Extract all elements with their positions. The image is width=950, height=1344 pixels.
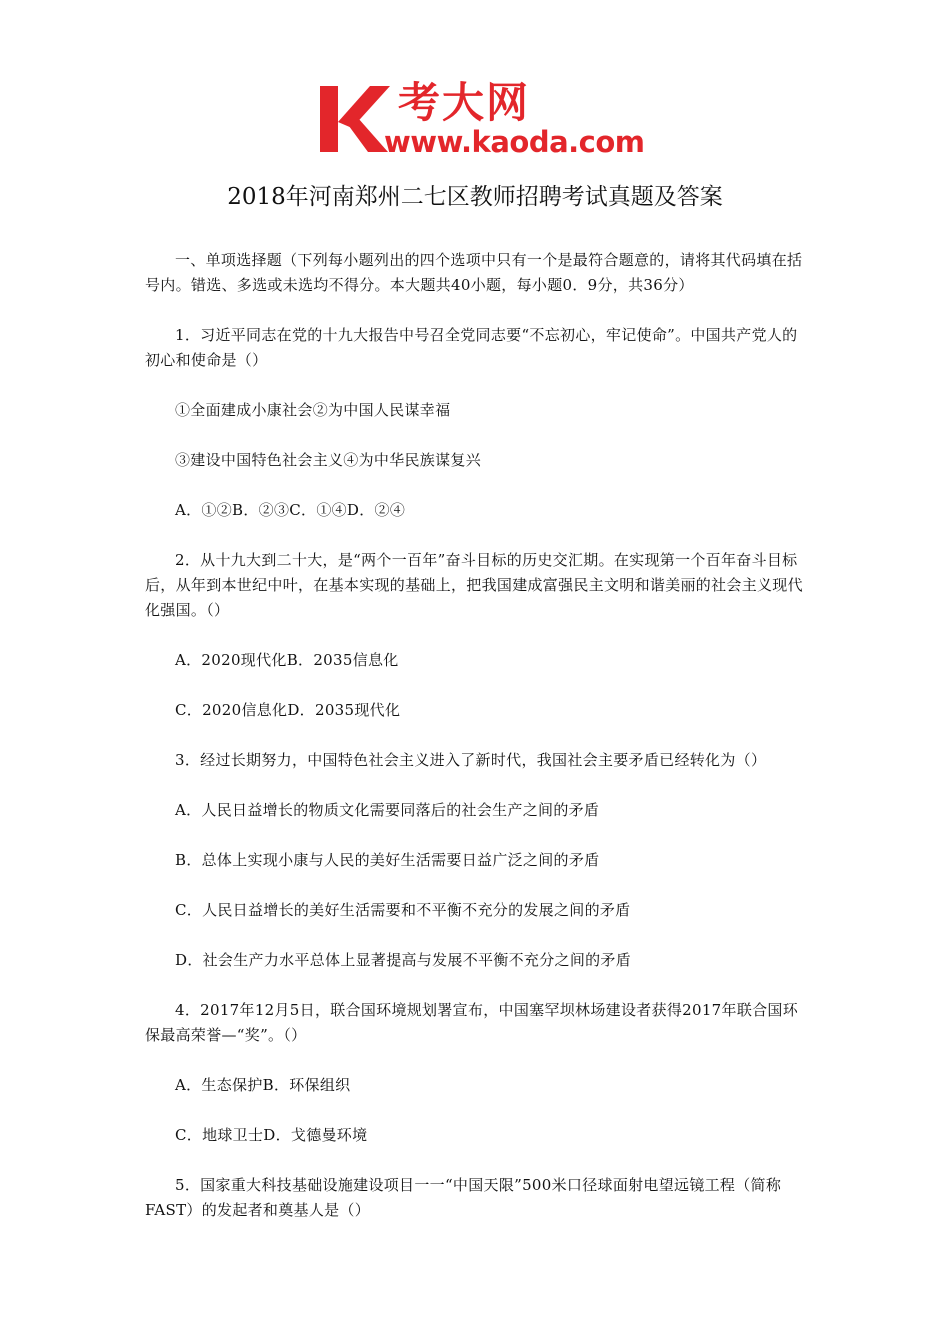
kaoda-logo (318, 80, 648, 160)
document-body (145, 248, 810, 1248)
page-title: 2018年河南郑州二七区教师招聘考试真题及答案 (227, 184, 723, 210)
logo-url: www.kaoda.com (384, 125, 645, 159)
question-2: 2．从十九大到二十大，是“两个一百年”奋斗目标的历史交汇期。在实现第一个百年奋斗目标后，从年到本世纪中叶，在基本实现的基础上，把我国建成富强民主文明和谐美丽的社会主义现代化强国。（） (145, 551, 803, 619)
question-4-options-ab: A．生态保护B．环保组织 (175, 1076, 351, 1094)
question-2-options-ab: A．2020现代化B．2035信息化 (175, 651, 399, 669)
question-5: 5．国家重大科技基础设施建设项目一一“中国天限”500米口径球面射电望远镜工程（简称FAST）的发起者和奠基人是（） (145, 1176, 782, 1219)
question-1-statements-b: ③建设中国特色社会主义④为中华民族谋复兴 (175, 451, 482, 469)
question-3-option-a: A．人民日益增长的物质文化需要同落后的社会生产之间的矛盾 (175, 801, 600, 819)
question-4-options-cd: C．地球卫士D．戈德曼环境 (175, 1126, 368, 1144)
section-instructions: 一、单项选择题（下列每小题列出的四个选项中只有一个是最符合题意的，请将其代码填在括号内。错选、多选或未选均不得分。本大题共40小题，每小题0．9分，共36分） (145, 251, 803, 294)
question-1: 1．习近平同志在党的十九大报告中号召全党同志要“不忘初心，牢记使命”。中国共产党人的初心和使命是（） (145, 326, 798, 369)
question-3-option-b: B．总体上实现小康与人民的美好生活需要日益广泛之间的矛盾 (175, 851, 600, 869)
logo-title: 考大网 (398, 78, 531, 127)
question-1-statements-a: ①全面建成小康社会②为中国人民谋幸福 (175, 401, 451, 419)
question-3-option-d: D．社会生产力水平总体上显著提高与发展不平衡不充分之间的矛盾 (175, 951, 632, 969)
question-2-options-cd: C．2020信息化D．2035现代化 (175, 701, 401, 719)
question-3: 3．经过长期努力，中国特色社会主义进入了新时代，我国社会主要矛盾已经转化为（） (175, 751, 767, 769)
question-3-option-c: C．人民日益增长的美好生活需要和不平衡不充分的发展之间的矛盾 (175, 901, 631, 919)
k-logo-icon (318, 82, 392, 154)
question-4: 4．2017年12月5日，联合国环境规划署宣布，中国塞罕坝林场建设者获得2017年联合国环保最高荣誉—“奖”。（） (145, 1001, 799, 1044)
question-1-options: A．①②B．②③C．①④D．②④ (175, 501, 406, 519)
